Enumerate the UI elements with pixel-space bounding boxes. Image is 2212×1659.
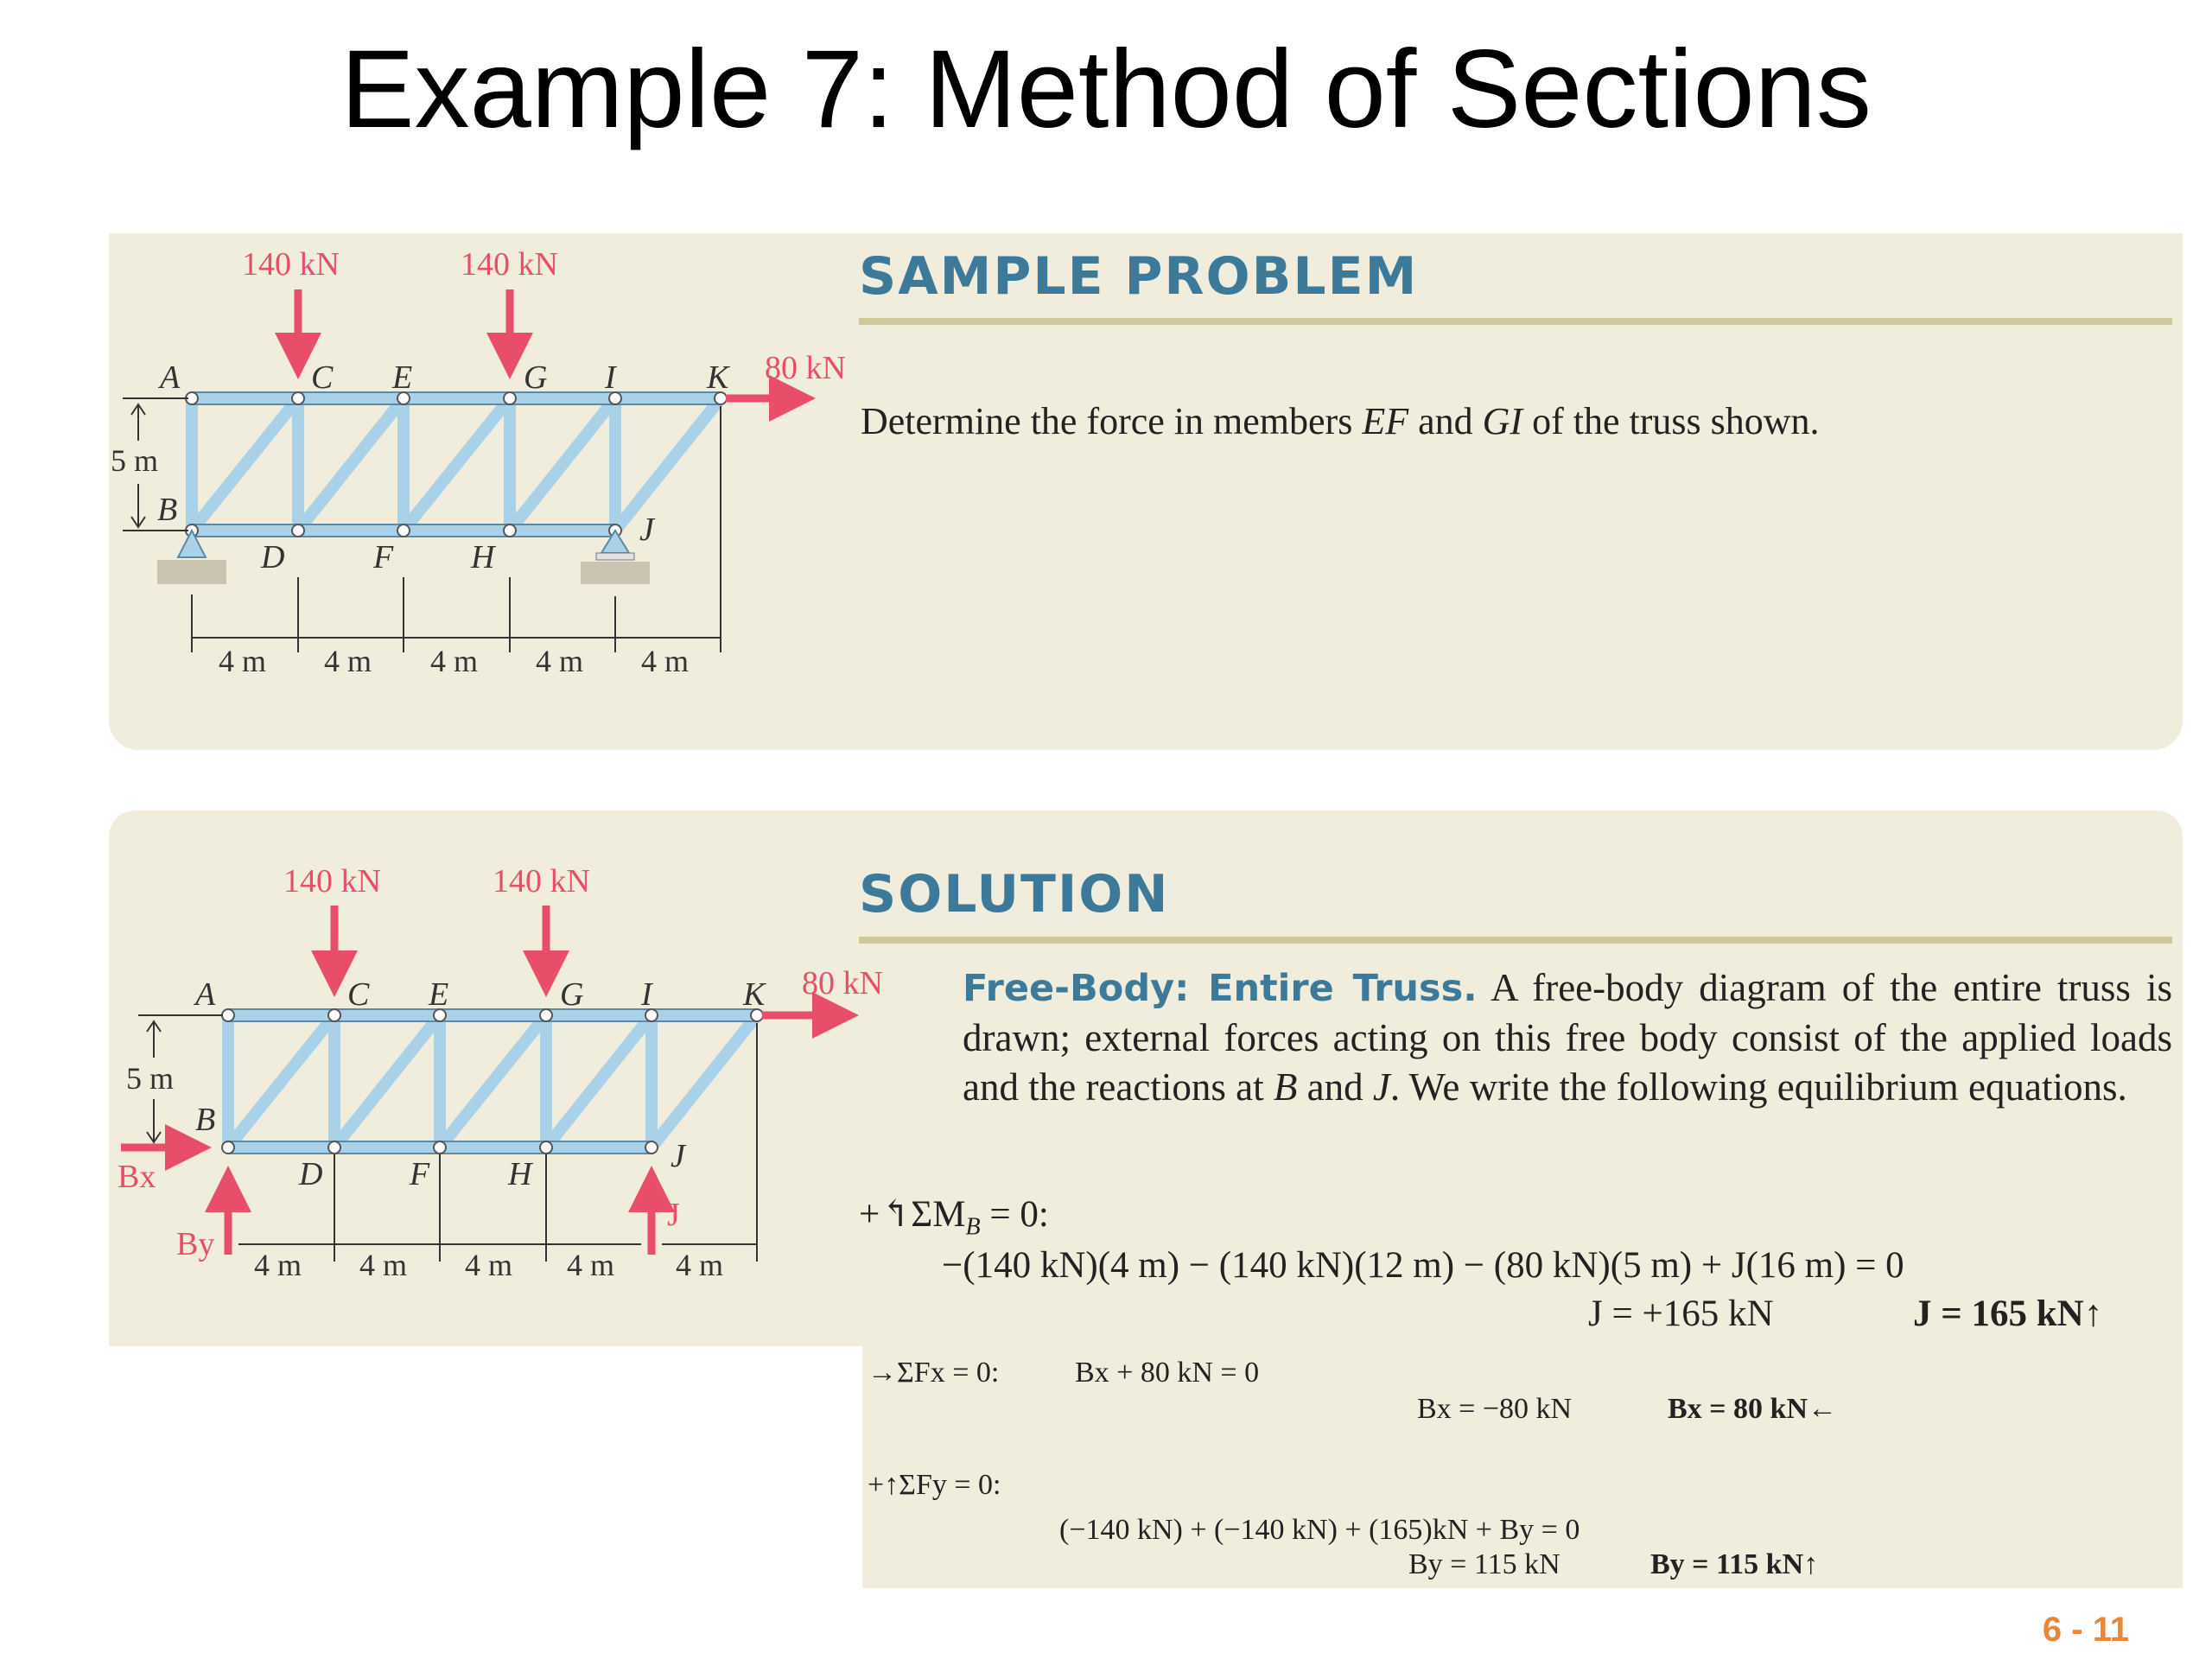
svg-text:H: H xyxy=(508,1156,532,1192)
load-label-g: 140 kN xyxy=(461,246,558,283)
svg-text:C: C xyxy=(311,359,334,396)
svg-text:H: H xyxy=(471,539,495,575)
horizontal-load-label-fbd: 80 kN xyxy=(802,965,883,1001)
svg-text:F: F xyxy=(410,1156,430,1192)
svg-text:4 m: 4 m xyxy=(567,1248,615,1282)
svg-text:C: C xyxy=(347,976,370,1013)
svg-text:I: I xyxy=(605,359,616,396)
truss-diagram-fbd xyxy=(0,0,933,1348)
svg-text:E: E xyxy=(429,976,449,1013)
moment-equation-label: $+↰\Sigma M_B = 0$: xyxy=(859,1194,1049,1241)
svg-text:4 m: 4 m xyxy=(676,1248,724,1282)
fy-equation-label: +↑ΣFy = 0: xyxy=(868,1469,1001,1501)
solution-rule xyxy=(859,937,2172,944)
svg-text:A: A xyxy=(195,976,216,1013)
solution-paragraph: Free-Body: Entire Truss. A free-body diagram of the entire truss is drawn; external forces acting on this free body consist of the applied loads and the reactions at B and J. We write the following equilibrium equations. xyxy=(963,966,2172,1109)
svg-text:I: I xyxy=(641,976,652,1013)
heading-rule xyxy=(859,318,2172,325)
by-value: By = 115 kN xyxy=(1408,1548,1560,1580)
page-number: 6 - 11 xyxy=(2042,1611,2129,1649)
svg-text:J: J xyxy=(639,512,654,548)
svg-text:K: K xyxy=(707,359,729,396)
slide-title: Example 7: Method of Sections xyxy=(340,28,1872,151)
svg-text:J: J xyxy=(671,1138,685,1174)
reaction-j-label: J xyxy=(667,1197,680,1233)
svg-text:4 m: 4 m xyxy=(465,1248,513,1282)
svg-text:4 m: 4 m xyxy=(359,1248,408,1282)
J-vector: J = 165 kN↑ xyxy=(1913,1294,2103,1334)
truss-members-fbd xyxy=(228,1015,757,1147)
solution-panel xyxy=(862,810,2183,1588)
J-value: J = +165 kN xyxy=(1588,1294,1774,1334)
svg-text:A: A xyxy=(160,359,181,396)
by-vector: By = 115 kN↑ xyxy=(1650,1548,1819,1580)
fx-equation: Bx + 80 kN = 0 xyxy=(1075,1357,1260,1389)
height-label-fbd: 5 m xyxy=(126,1061,175,1096)
svg-text:4 m: 4 m xyxy=(254,1248,302,1282)
horizontal-load-label: 80 kN xyxy=(765,350,846,386)
reaction-by-label: By xyxy=(176,1226,215,1262)
load-label-g-fbd: 140 kN xyxy=(493,863,590,899)
height-label-top: 5 m xyxy=(111,443,159,478)
svg-text:D: D xyxy=(299,1156,323,1192)
svg-text:B: B xyxy=(157,492,178,528)
svg-text:D: D xyxy=(261,539,285,575)
svg-text:F: F xyxy=(373,539,394,575)
sample-problem-heading: SAMPLE PROBLEM xyxy=(859,246,1419,307)
load-label-c-fbd: 140 kN xyxy=(283,863,381,899)
reaction-bx-label: Bx xyxy=(118,1159,156,1195)
bx-vector: Bx = 80 kN← xyxy=(1668,1393,1838,1425)
fy-equation: (−140 kN) + (−140 kN) + (165)kN + By = 0 xyxy=(1059,1514,1580,1546)
svg-text:G: G xyxy=(524,359,548,396)
load-label-c: 140 kN xyxy=(242,246,340,283)
fx-equation-label: →ΣFx = 0: xyxy=(868,1357,1000,1389)
svg-text:4 m: 4 m xyxy=(641,644,690,678)
svg-text:E: E xyxy=(392,359,413,396)
svg-text:B: B xyxy=(195,1102,216,1138)
solution-heading: SOLUTION xyxy=(859,864,1170,925)
svg-text:4 m: 4 m xyxy=(324,644,372,678)
bx-value: Bx = −80 kN xyxy=(1417,1393,1573,1425)
svg-text:K: K xyxy=(743,976,766,1013)
svg-text:4 m: 4 m xyxy=(536,644,584,678)
svg-text:G: G xyxy=(560,976,584,1013)
moment-equation: −(140 kN)(4 m) − (140 kN)(12 m) − (80 kN)(5 m) + J(16 m) = 0 xyxy=(942,1245,1904,1286)
svg-text:4 m: 4 m xyxy=(219,644,267,678)
problem-statement: Determine the force in members EF and GI of the truss shown. xyxy=(861,400,1820,442)
svg-text:4 m: 4 m xyxy=(430,644,479,678)
